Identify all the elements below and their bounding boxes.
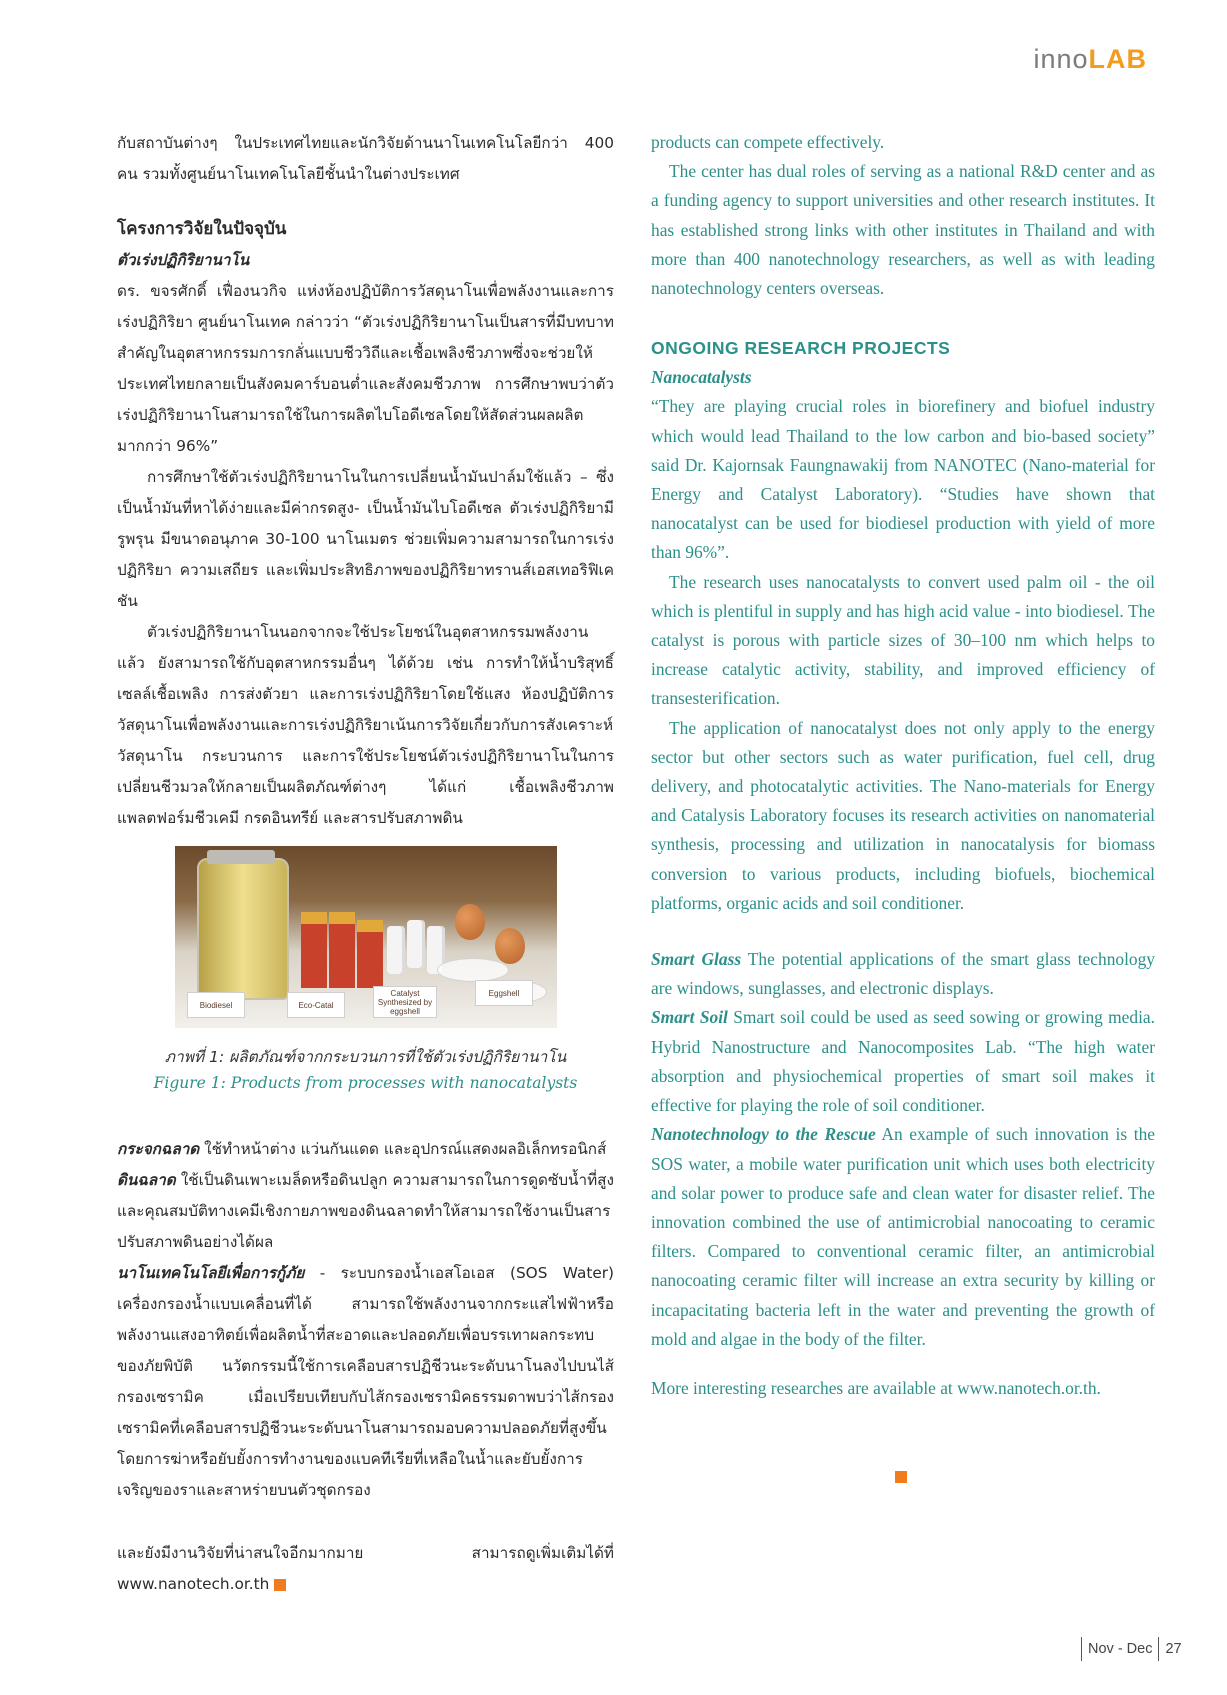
english-smart-soil-paragraph <box>651 1003 1155 1120</box>
catalyst-box <box>329 912 355 988</box>
figure-caption-english: Figure 1: Products from processes with nanocatalysts <box>153 1074 578 1092</box>
logo-lab-text: LAB <box>1088 44 1147 74</box>
english-paragraph-3: The application of nanocatalyst does not only apply to the energy sector but other sectors such as water purification, fuel cell, drug delivery, and photocatalytic activities. The Nano-materials for Energy and Catalysis Laboratory focuses its research activities on nanomaterial synthesis, processing and utilization in nanocatalysis for biomass conversion to various products, including biofuels, biochemical platforms, organic acids and soil conditioner. <box>651 717 1155 913</box>
thai-subheading: ตัวเร่งปฏิกิริยานาโน <box>117 251 250 269</box>
catalyst-box <box>357 920 383 988</box>
end-marker-icon <box>274 1579 286 1591</box>
folio-divider <box>1081 1637 1082 1661</box>
page-number: 27 <box>1165 1641 1182 1657</box>
innolab-logo <box>1033 44 1147 75</box>
eggshell <box>495 928 525 964</box>
english-section-heading: ONGOING RESEARCH PROJECTS <box>651 338 951 359</box>
catalyst-box <box>301 912 327 988</box>
english-rescue-paragraph <box>651 1120 1155 1354</box>
english-smart-glass-text: The potential applications of the smart glass technology are windows, sunglasses, and electronic displays. <box>651 949 1156 999</box>
page-folio <box>1075 1636 1182 1662</box>
thai-paragraph-1: ดร. ขจรศักดิ์ เฟื่องนวกิจ แห่งห้องปฏิบัติการวัสดุนาโนเพื่อพลังงานและการเร่งปฏิกิริยา ศูนย์นาโนเทค กล่าวว่า “ตัวเร่งปฏิกิริยานาโนเป็นสารที่มีบทบาทสำคัญในอุตสาหกรรมการกลั่นแบบชีววิถีและเชื้อเพลิงชีวภาพซึ่งจะช่วยให้ประเทศไทยกลายเป็นสังคมคาร์บอนต่ำและสังคมชีวภาพ การศึกษาพบว่าตัวเร่งปฏิกิริยานาโนสามารถใช้ในการผลิตไบโอดีเซลโดยให้สัดส่วนผลผลิตมากกว่า 96%” <box>117 282 614 455</box>
english-center-paragraph: The center has dual roles of serving as a national R&D center and as a funding agency to support universities and other research institutes. It has established strong links with other institutes in Thailand and with more than 400 nanotechnology researchers, as well as with leading nanotechnology centers overseas. <box>651 161 1155 299</box>
glass-dish <box>437 958 509 982</box>
thai-smart-glass-text: ใช้ทำหน้าต่าง แว่นกันแดด และอุปกรณ์แสดงผลอิเล็กทรอนิกส์ <box>199 1140 607 1158</box>
eggshell <box>455 904 485 940</box>
photo-label-card: Catalyst Synthesized by eggshell <box>373 986 437 1018</box>
english-column <box>651 128 1155 1403</box>
thai-smart-glass-term: กระจกฉลาด <box>117 1140 200 1158</box>
thai-rescue-paragraph <box>117 1258 614 1506</box>
english-paragraph-2: The research uses nanocatalysts to convert used palm oil - the oil which is plentiful in supply and has high acid value - into biodiesel. The catalyst is porous with particle sizes of 30–100 nm which helps to increase catalytic activity, stability, and improved efficiency of transesterification. <box>651 571 1155 709</box>
thai-section-heading: โครงการวิจัยในปัจจุบัน <box>117 219 287 239</box>
english-rescue-term: Nanotechnology to the Rescue <box>651 1124 876 1145</box>
thai-rescue-term: นาโนเทคโนโลยีเพื่อการกู้ภัย <box>117 1264 305 1282</box>
english-rescue-text: An example of such innovation is the SOS water, a mobile water purification unit which uses both electricity and solar power to produce safe and clean water for disaster relief. The innovation combined the use of antimicrobial nanocoating to ceramic filters. Compared to conventional ceramic filter, an antimicrobial nanocoating ceramic filter will increase an extra security by killing or incapacitating bacteria left in the water and preventing the growth of mold and algae in the body of the filter. <box>651 1124 1155 1349</box>
photo-label-card: Eggshell <box>475 980 533 1006</box>
bottle <box>407 920 425 968</box>
figure-caption <box>117 1044 614 1096</box>
thai-column <box>117 128 614 1600</box>
thai-paragraph-2: การศึกษาใช้ตัวเร่งปฏิกิริยานาโนในการเปลี่ยนน้ำมันปาล์มใช้แล้ว – ซึ่งเป็นน้ำมันที่หาได้ง่ายและมีค่ากรดสูง- เป็นน้ำมันไบโอดีเซล ตัวเร่งปฏิกิริยามีรูพรุน มีขนาดอนุภาค 30-100 นาโนเมตร ช่วยเพิ่มความสามารถในการเร่งปฏิกิริยา ความเสถียร และเพิ่มประสิทธิภาพของปฏิกิริยาทรานส์เอสเทอริฟิเคชัน <box>117 468 614 610</box>
products-photo <box>175 846 557 1028</box>
photo-label-card: Biodiesel <box>187 992 245 1018</box>
english-intro-paragraph: products can compete effectively. <box>651 132 885 152</box>
thai-smart-soil-term: ดินฉลาด <box>117 1171 176 1189</box>
english-smart-glass-term: Smart Glass <box>651 949 742 970</box>
thai-paragraph-3: ตัวเร่งปฏิกิริยานาโนนอกจากจะใช้ประโยชน์ในอุตสาหกรรมพลังงานแล้ว ยังสามารถใช้กับอุตสาหกรรมอื่นๆ ได้ด้วย เช่น การทำให้น้ำบริสุทธิ์ เซลล์เชื้อเพลิง การส่งตัวยา และการเร่งปฏิกิริยาโดยใช้แสง ห้องปฏิบัติการวัสดุนาโนเพื่อพลังงานและการเร่งปฏิกิริยาเน้นการวิจัยเกี่ยวกับการสังเคราะห์วัสดุนาโน กระบวนการ และการใช้ประโยชน์ตัวเร่งปฏิกิริยานาโนในการเปลี่ยนชีวมวลให้กลายเป็นผลิตภัณฑ์ต่างๆ ได้แก่ เชื้อเพลิงชีวภาพ แพลตฟอร์มชีวเคมี กรดอินทรีย์ และสารปรับสภาพดิน <box>117 623 614 827</box>
bottle <box>387 926 405 974</box>
figure-caption-thai: ภาพที่ 1: ผลิตภัณฑ์จากกระบวนการที่ใช้ตัวเร่งปฏิกิริยานาโน <box>164 1048 567 1066</box>
thai-closing-paragraph <box>117 1538 614 1600</box>
english-smart-soil-text: Smart soil could be used as seed sowing or growing media. Hybrid Nanostructure and Nanocomposites Lab. “The high water absorption and physiochemical properties of smart soil makes it effective for playing the role of soil conditioner. <box>651 1007 1155 1116</box>
thai-smart-soil-paragraph <box>117 1165 614 1258</box>
issue-label: Nov - Dec <box>1088 1641 1153 1657</box>
thai-rescue-text: - ระบบกรองน้ำเอสโอเอส (SOS Water) เครื่องกรองน้ำแบบเคลื่อนที่ได้ สามารถใช้พลังงานจากกระแสไฟฟ้าหรือพลังงานแสงอาทิตย์เพื่อผลิตน้ำที่สะอาดและปลอดภัยเพื่อบรรเทาผลกระทบของภัยพิบัติ นวัตกรรมนี้ใช้การเคลือบสารปฏิชีวนะระดับนาโนลงไปบนไส้กรองเซรามิค เมื่อเปรียบเทียบกับไส้กรองเซรามิคธรรมดาพบว่าไส้กรองเซรามิคที่เคลือบสารปฏิชีวนะระดับนาโนสามารถมอบความปลอดภัยที่สูงขึ้นโดยการฆ่าหรือยับยั้งการทำงานของแบคทีเรียที่เหลือในน้ำและยับยั้งการเจริญของราและสาหร่ายบนตัวชุดกรอง <box>117 1264 614 1499</box>
logo-inno-text: inno <box>1033 44 1089 74</box>
english-smart-glass-paragraph <box>651 945 1155 1003</box>
english-closing-paragraph: More interesting researches are available at www.nanotech.or.th. <box>651 1377 1101 1398</box>
thai-smart-glass-paragraph <box>117 1134 614 1165</box>
thai-intro-paragraph: กับสถาบันต่างๆ ในประเทศไทยและนักวิจัยด้านนาโนเทคโนโลยีกว่า 400 คน รวมทั้งศูนย์นาโนเทคโนโลยีชั้นนำในต่างประเทศ <box>117 134 614 183</box>
photo-label-card: Eco-Catal <box>287 992 345 1018</box>
biodiesel-jar <box>197 858 289 1000</box>
end-marker-icon <box>895 1471 907 1483</box>
english-subheading: Nanocatalysts <box>651 367 752 388</box>
english-smart-soil-term: Smart Soil <box>651 1007 728 1028</box>
english-paragraph-1: “They are playing crucial roles in biorefinery and biofuel industry which would lead Thailand to the low carbon and bio-based society” said Dr. Kajornsak Faungnawakij from NANOTEC (Nano-material for Energy and Catalyst Laboratory). “Studies have shown that nanocatalyst can be used for biodiesel production with yield of more than 96%”. <box>651 396 1155 563</box>
thai-smart-soil-text: ใช้เป็นดินเพาะเมล็ดหรือดินปลูก ความสามารถในการดูดซับน้ำที่สูงและคุณสมบัติทางเคมีเชิงกายภาพของดินฉลาดทำให้สามารถใช้งานเป็นสารปรับสภาพดินอย่างได้ผล <box>117 1171 614 1251</box>
thai-closing-text: และยังมีงานวิจัยที่น่าสนใจอีกมากมาย สามารถดูเพิ่มเติมได้ที่ www.nanotech.or.th <box>117 1544 614 1593</box>
folio-divider <box>1158 1637 1159 1661</box>
